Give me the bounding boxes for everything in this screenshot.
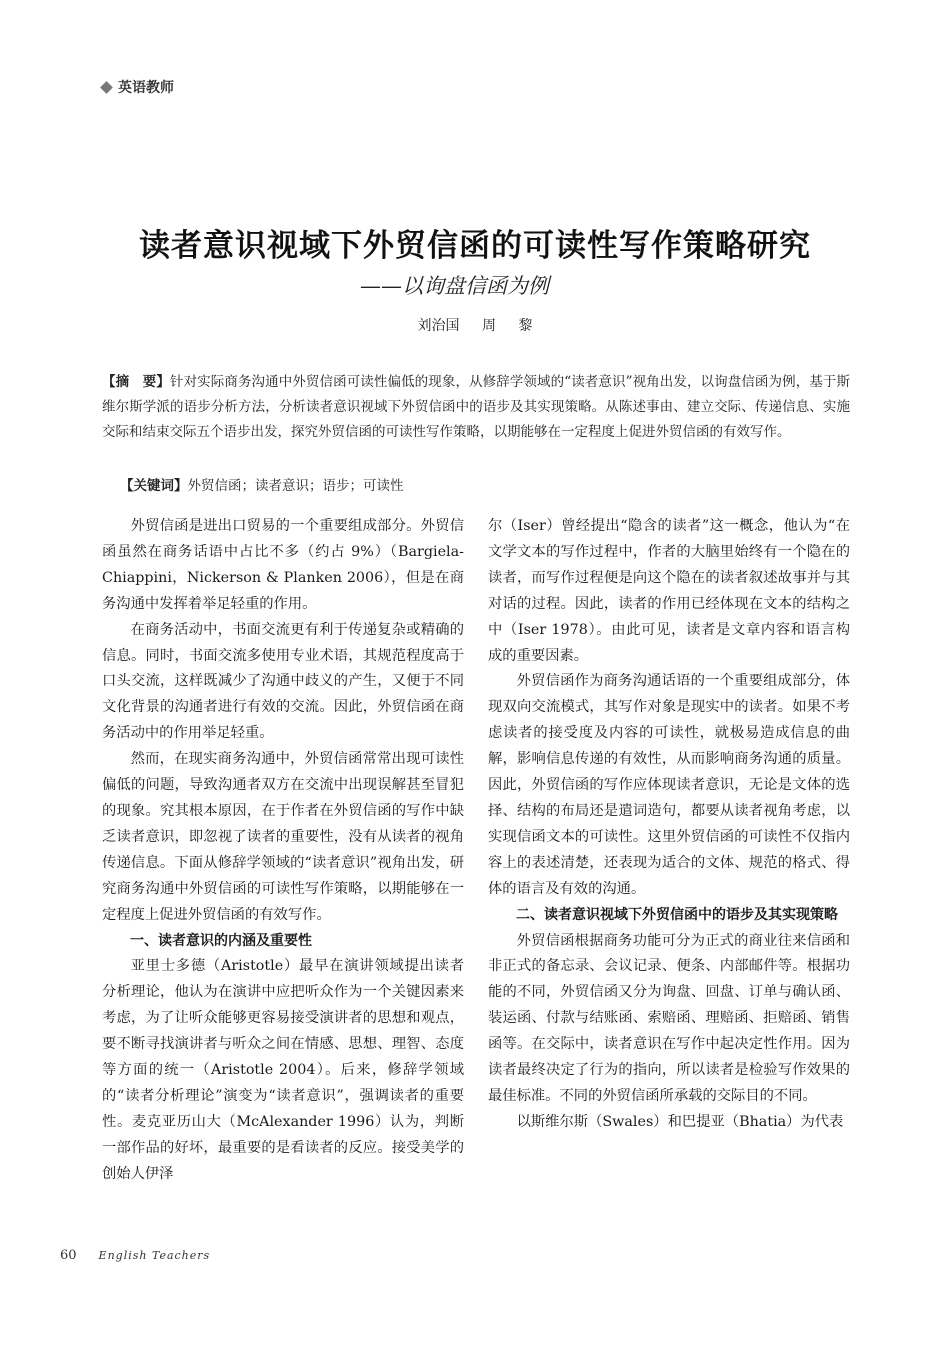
article-authors: 刘治国 周 黎 [417,318,533,334]
body-paragraph: 外贸信函根据商务功能可分为正式的商业往来信函和非正式的备忘录、会议记录、便条、内部邮件等。根据功能的不同，外贸信函又分为询盘、回盘、订单与确认函、装运函、付款与结账函、索赔函、理赔函、拒赔函、销售函等。在交际中，读者意识在写作中起决定性作用。因为读者最终决定了行为的指向，所以读者是检验写作效果的最佳标准。不同的外贸信函所承载的交际目的不同。 [488,932,850,1104]
section-heading-1: 一、读者意识的内涵及重要性 [130,932,312,949]
body-paragraph: 外贸信函是进出口贸易的一个重要组成部分。外贸信函虽然在商务话语中占比不多（约占 9%）（Bargiela-Chiappini，Nickerson & Planken 2006），但是在商务沟通中发挥着举足轻重的作用。 [102,518,464,612]
abstract-text: 针对实际商务沟通中外贸信函可读性偏低的现象，从修辞学领域的“读者意识”视角出发，以询盘信函为例，基于斯维尔斯学派的语步分析方法，分析读者意识视域下外贸信函中的语步及其实现策略。从陈述事由、建立交际、传递信息、实施交际和结束交际五个语步出发，探究外贸信函的可读性写作策略，以期能够在一定程度上促进外贸信函的有效写作。 [102,374,851,440]
body-column-left [102,514,464,1188]
diamond-icon [100,81,113,94]
body-paragraph: 以斯维尔斯（Swales）和巴提亚（Bhatia）为代表 [516,1113,844,1130]
article-title: 读者意识视域下外贸信函的可读性写作策略研究 [139,228,811,264]
body-paragraph: 尔（Iser）曾经提出“隐含的读者”这一概念，他认为“在文学文本的写作过程中，作者的大脑里始终有一个隐在的读者，而写作过程便是向这个隐在的读者叙述故事并与其对话的过程。因此，读者的作用已经体现在文本的结构之中（Iser 1978）。由此可见，读者是文章内容和语言构成的重要因素。 [488,518,850,664]
page-number: 60 [60,1248,77,1263]
section-label: 英语教师 [118,80,174,96]
abstract-label: 【摘 要】 [102,374,170,390]
abstract [102,370,850,445]
body-paragraph: 在商务活动中，书面交流更有利于传递复杂或精确的信息。同时，书面交流多使用专业术语，其规范程度高于口头交流，这样既减少了沟通中歧义的产生，又便于不同文化背景的沟通者进行有效的交流。因此，外贸信函在商务活动中的作用举足轻重。 [102,621,464,742]
article-subtitle: ——以询盘信函为例 [360,274,549,298]
section-header [102,77,174,97]
section-heading-2: 二、读者意识视域下外贸信函中的语步及其实现策略 [516,906,838,923]
keywords [120,474,850,499]
page-footer [60,1248,210,1263]
keywords-label: 【关键词】 [120,478,188,494]
body-paragraph: 亚里士多德（Aristotle）最早在演讲领域提出读者分析理论，他认为在演讲中应把听众作为一个关键因素来考虑，为了让听众能够更容易接受演讲者的思想和观点，要不断寻找演讲者与听众之间在情感、思想、理智、态度等方面的统一（Aristotle 2004）。后来，修辞学领域的“读者分析理论”演变为“读者意识”，强调读者的重要性。麦克亚历山大（McAlexander 1996）认为，判断一部作品的好坏，最重要的是看读者的反应。接受美学的创始人伊泽 [102,958,464,1182]
body-paragraph: 然而，在现实商务沟通中，外贸信函常常出现可读性偏低的问题，导致沟通者双方在交流中出现误解甚至冒犯的现象。究其根本原因，在于作者在外贸信函的写作中缺乏读者意识，即忽视了读者的重要性，没有从读者的视角传递信息。下面从修辞学领域的“读者意识”视角出发，研究商务沟通中外贸信函的可读性写作策略，以期能够在一定程度上促进外贸信函的有效写作。 [102,751,464,923]
keywords-text: 外贸信函；读者意识；语步；可读性 [187,478,404,494]
body-column-right [488,514,850,1136]
journal-name: English Teachers [98,1249,211,1262]
body-paragraph: 外贸信函作为商务沟通话语的一个重要组成部分，体现双向交流模式，其写作对象是现实中的读者。如果不考虑读者的接受度及内容的可读性，就极易造成信息的曲解，影响信息传递的有效性，从而影响商务沟通的质量。因此，外贸信函的写作应体现读者意识，无论是文体的选择、结构的布局还是遣词造句，都要从读者视角考虑，以实现信函文本的可读性。这里外贸信函的可读性不仅指内容上的表述清楚，还表现为适合的文体、规范的格式、得体的语言及有效的沟通。 [488,673,850,897]
